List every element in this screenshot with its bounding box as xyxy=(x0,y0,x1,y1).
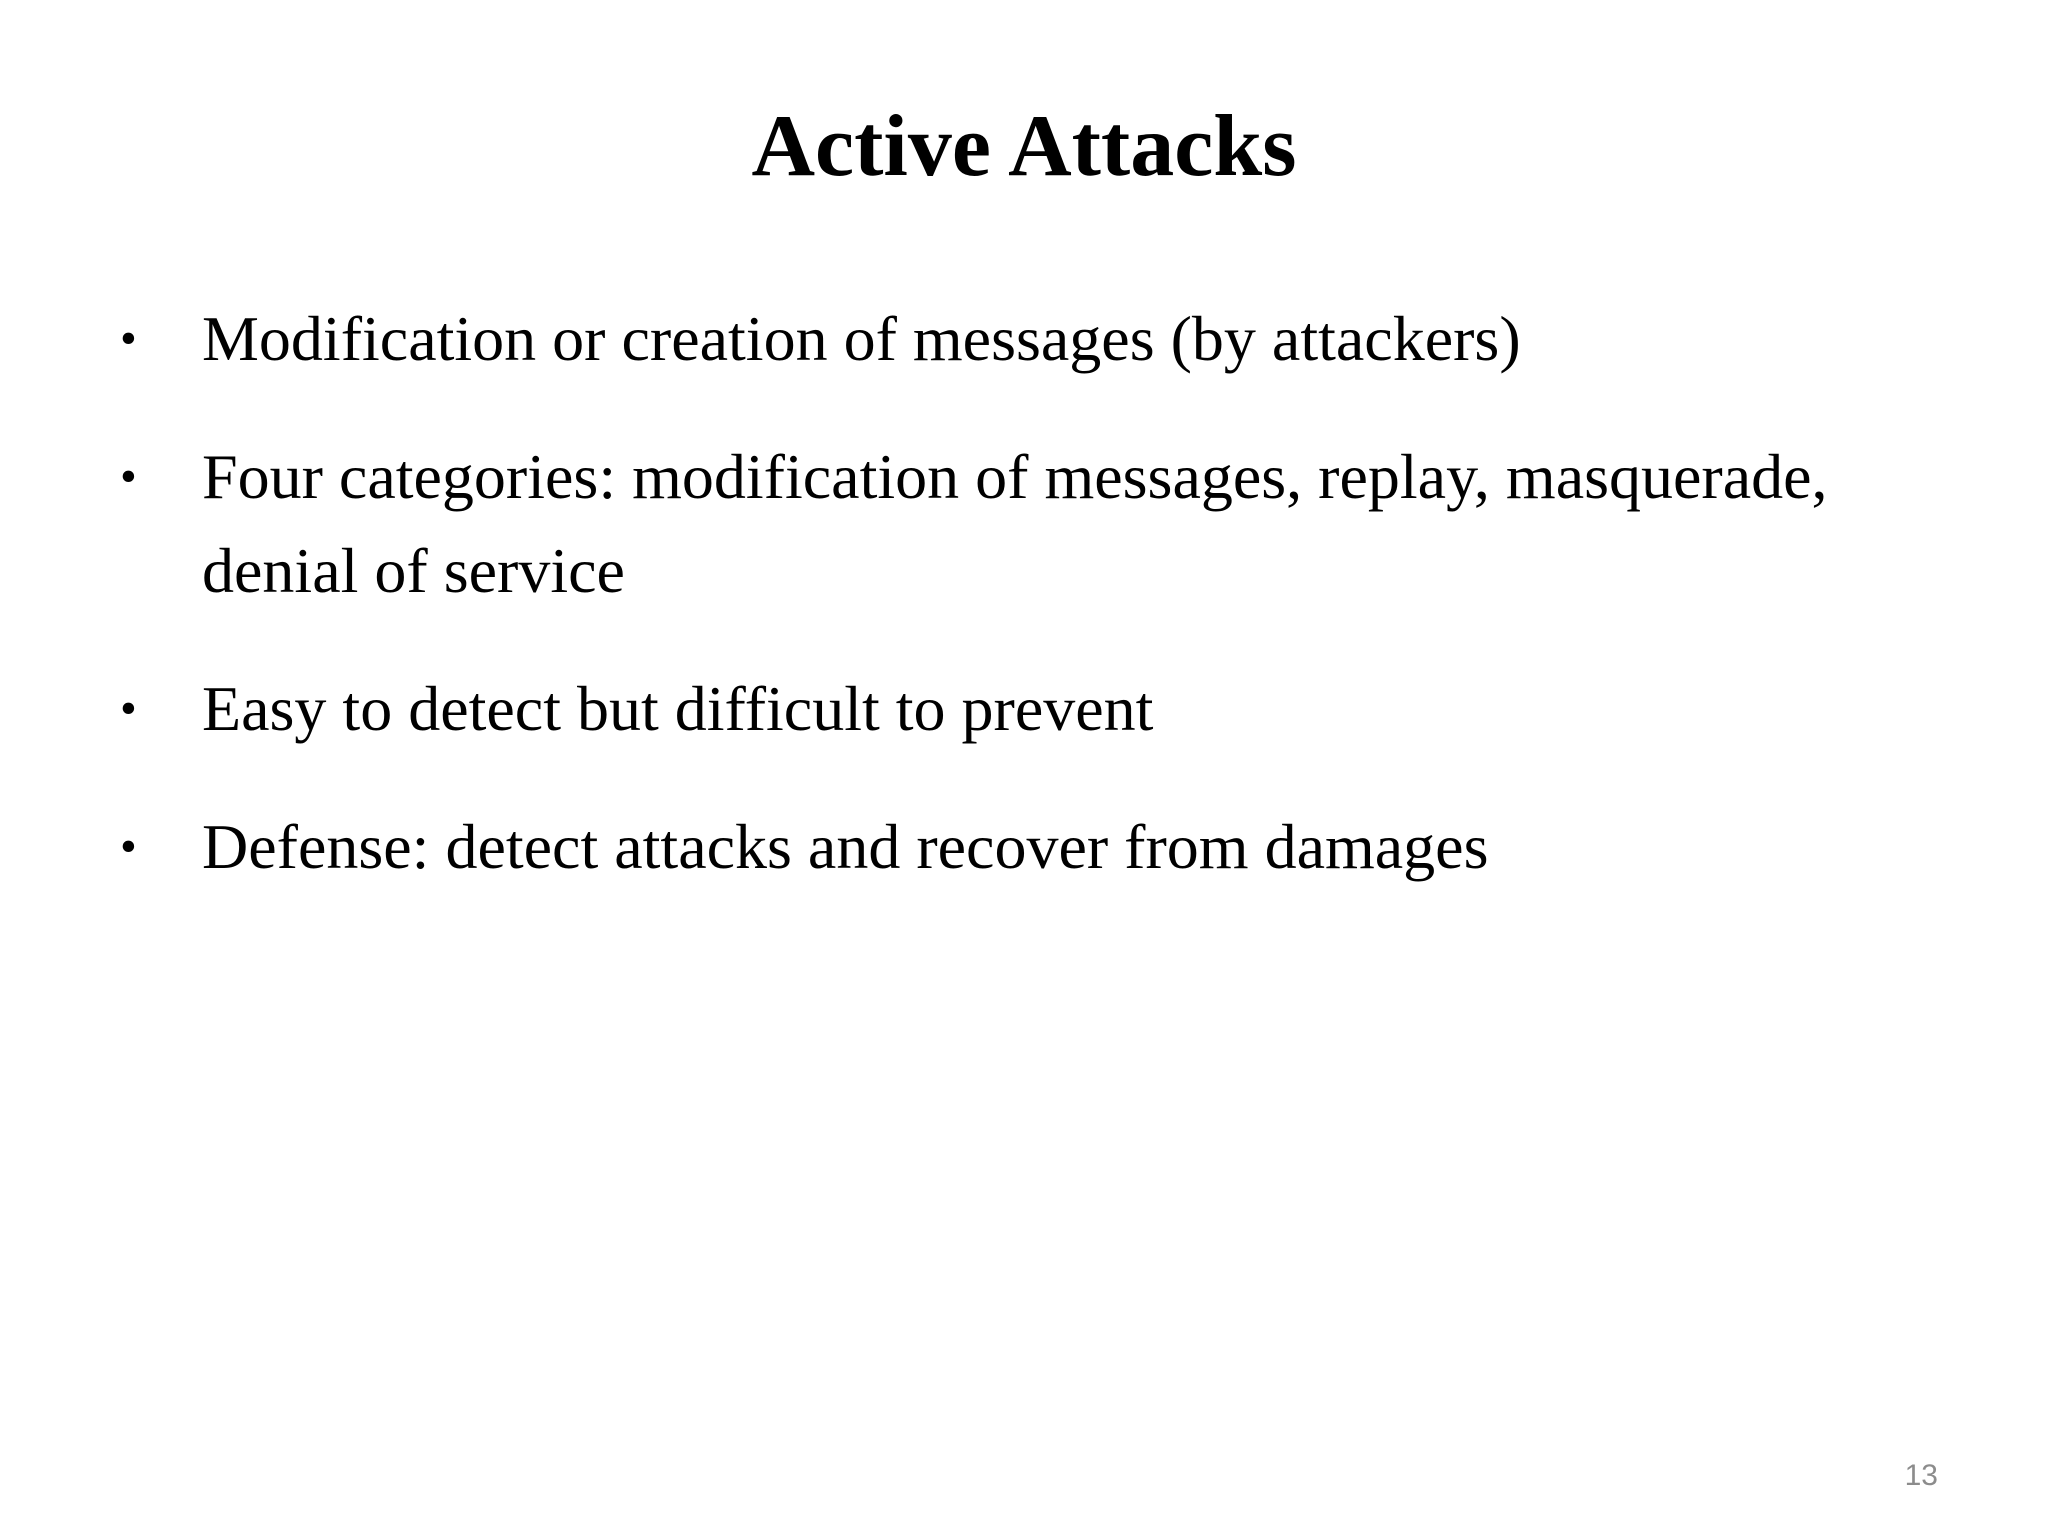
bullet-text: Four categories: modification of messages, replay, masquerade, denial of service xyxy=(202,441,1828,606)
bullet-text: Defense: detect attacks and recover from damages xyxy=(202,811,1489,882)
bullet-item xyxy=(120,800,1980,894)
bullet-item xyxy=(120,292,1980,386)
bullet-icon: • xyxy=(120,450,137,503)
bullet-icon: • xyxy=(120,820,137,873)
bullet-item xyxy=(120,662,1980,756)
bullet-icon: • xyxy=(120,682,137,735)
page-number: 13 xyxy=(1904,1459,1938,1492)
bullet-text: Modification or creation of messages (by attackers) xyxy=(202,303,1521,374)
bullet-list xyxy=(120,292,1980,938)
slide-title: Active Attacks xyxy=(751,98,1297,195)
bullet-icon: • xyxy=(120,312,137,365)
bullet-text: Easy to detect but difficult to prevent xyxy=(202,673,1154,744)
bullet-item xyxy=(120,430,1980,618)
